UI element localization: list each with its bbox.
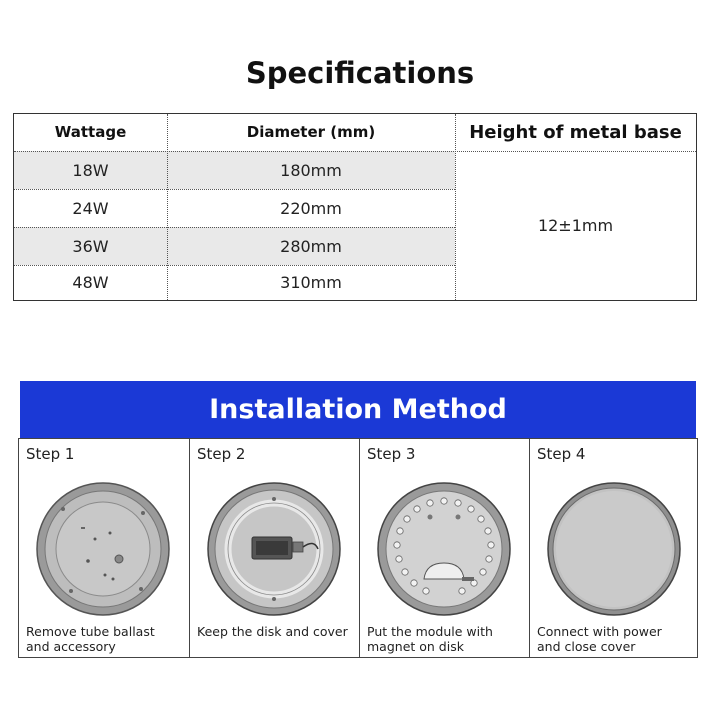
step-label: Step 1 [26, 445, 75, 463]
table-cell-wattage: 18W [72, 160, 109, 180]
installation-steps [18, 438, 698, 658]
table-cell-diameter: 280mm [280, 236, 342, 256]
led-module-image [374, 479, 514, 619]
step-caption: Remove tube ballast and accessory [26, 624, 155, 654]
step-caption: Connect with power and close cover [537, 624, 662, 654]
divider [14, 265, 455, 266]
table-cell-height: 12±1mm [537, 216, 614, 235]
step-panel-3 [359, 439, 529, 657]
divider [167, 114, 168, 300]
installation-banner: Installation Method [20, 381, 696, 438]
divider [14, 189, 455, 190]
table-cell-diameter: 220mm [280, 198, 342, 218]
table-cell-diameter: 180mm [280, 160, 342, 180]
divider [455, 114, 456, 300]
header-diameter: Diameter (mm) [246, 123, 376, 141]
table-cell-diameter: 310mm [280, 273, 342, 292]
header-height: Height of metal base [469, 121, 682, 143]
step-caption: Put the module with magnet on disk [367, 624, 493, 654]
header-wattage: Wattage [54, 123, 127, 141]
step-label: Step 3 [367, 445, 416, 463]
step-panel-4 [529, 439, 697, 657]
table-cell-wattage: 36W [72, 236, 109, 256]
closed-cover-image [544, 479, 684, 619]
specifications-table [13, 113, 697, 301]
step-label: Step 4 [537, 445, 586, 463]
page-title: Specifications [245, 56, 475, 90]
disk-and-cover-image [204, 479, 344, 619]
step-panel-1 [19, 439, 189, 657]
divider [14, 151, 696, 152]
table-cell-wattage: 24W [72, 198, 109, 218]
step-label: Step 2 [197, 445, 246, 463]
divider [14, 227, 455, 228]
lamp-base-disk-image [33, 479, 173, 619]
step-caption: Keep the disk and cover [197, 624, 348, 639]
table-cell-wattage: 48W [72, 273, 109, 292]
step-panel-2 [189, 439, 359, 657]
